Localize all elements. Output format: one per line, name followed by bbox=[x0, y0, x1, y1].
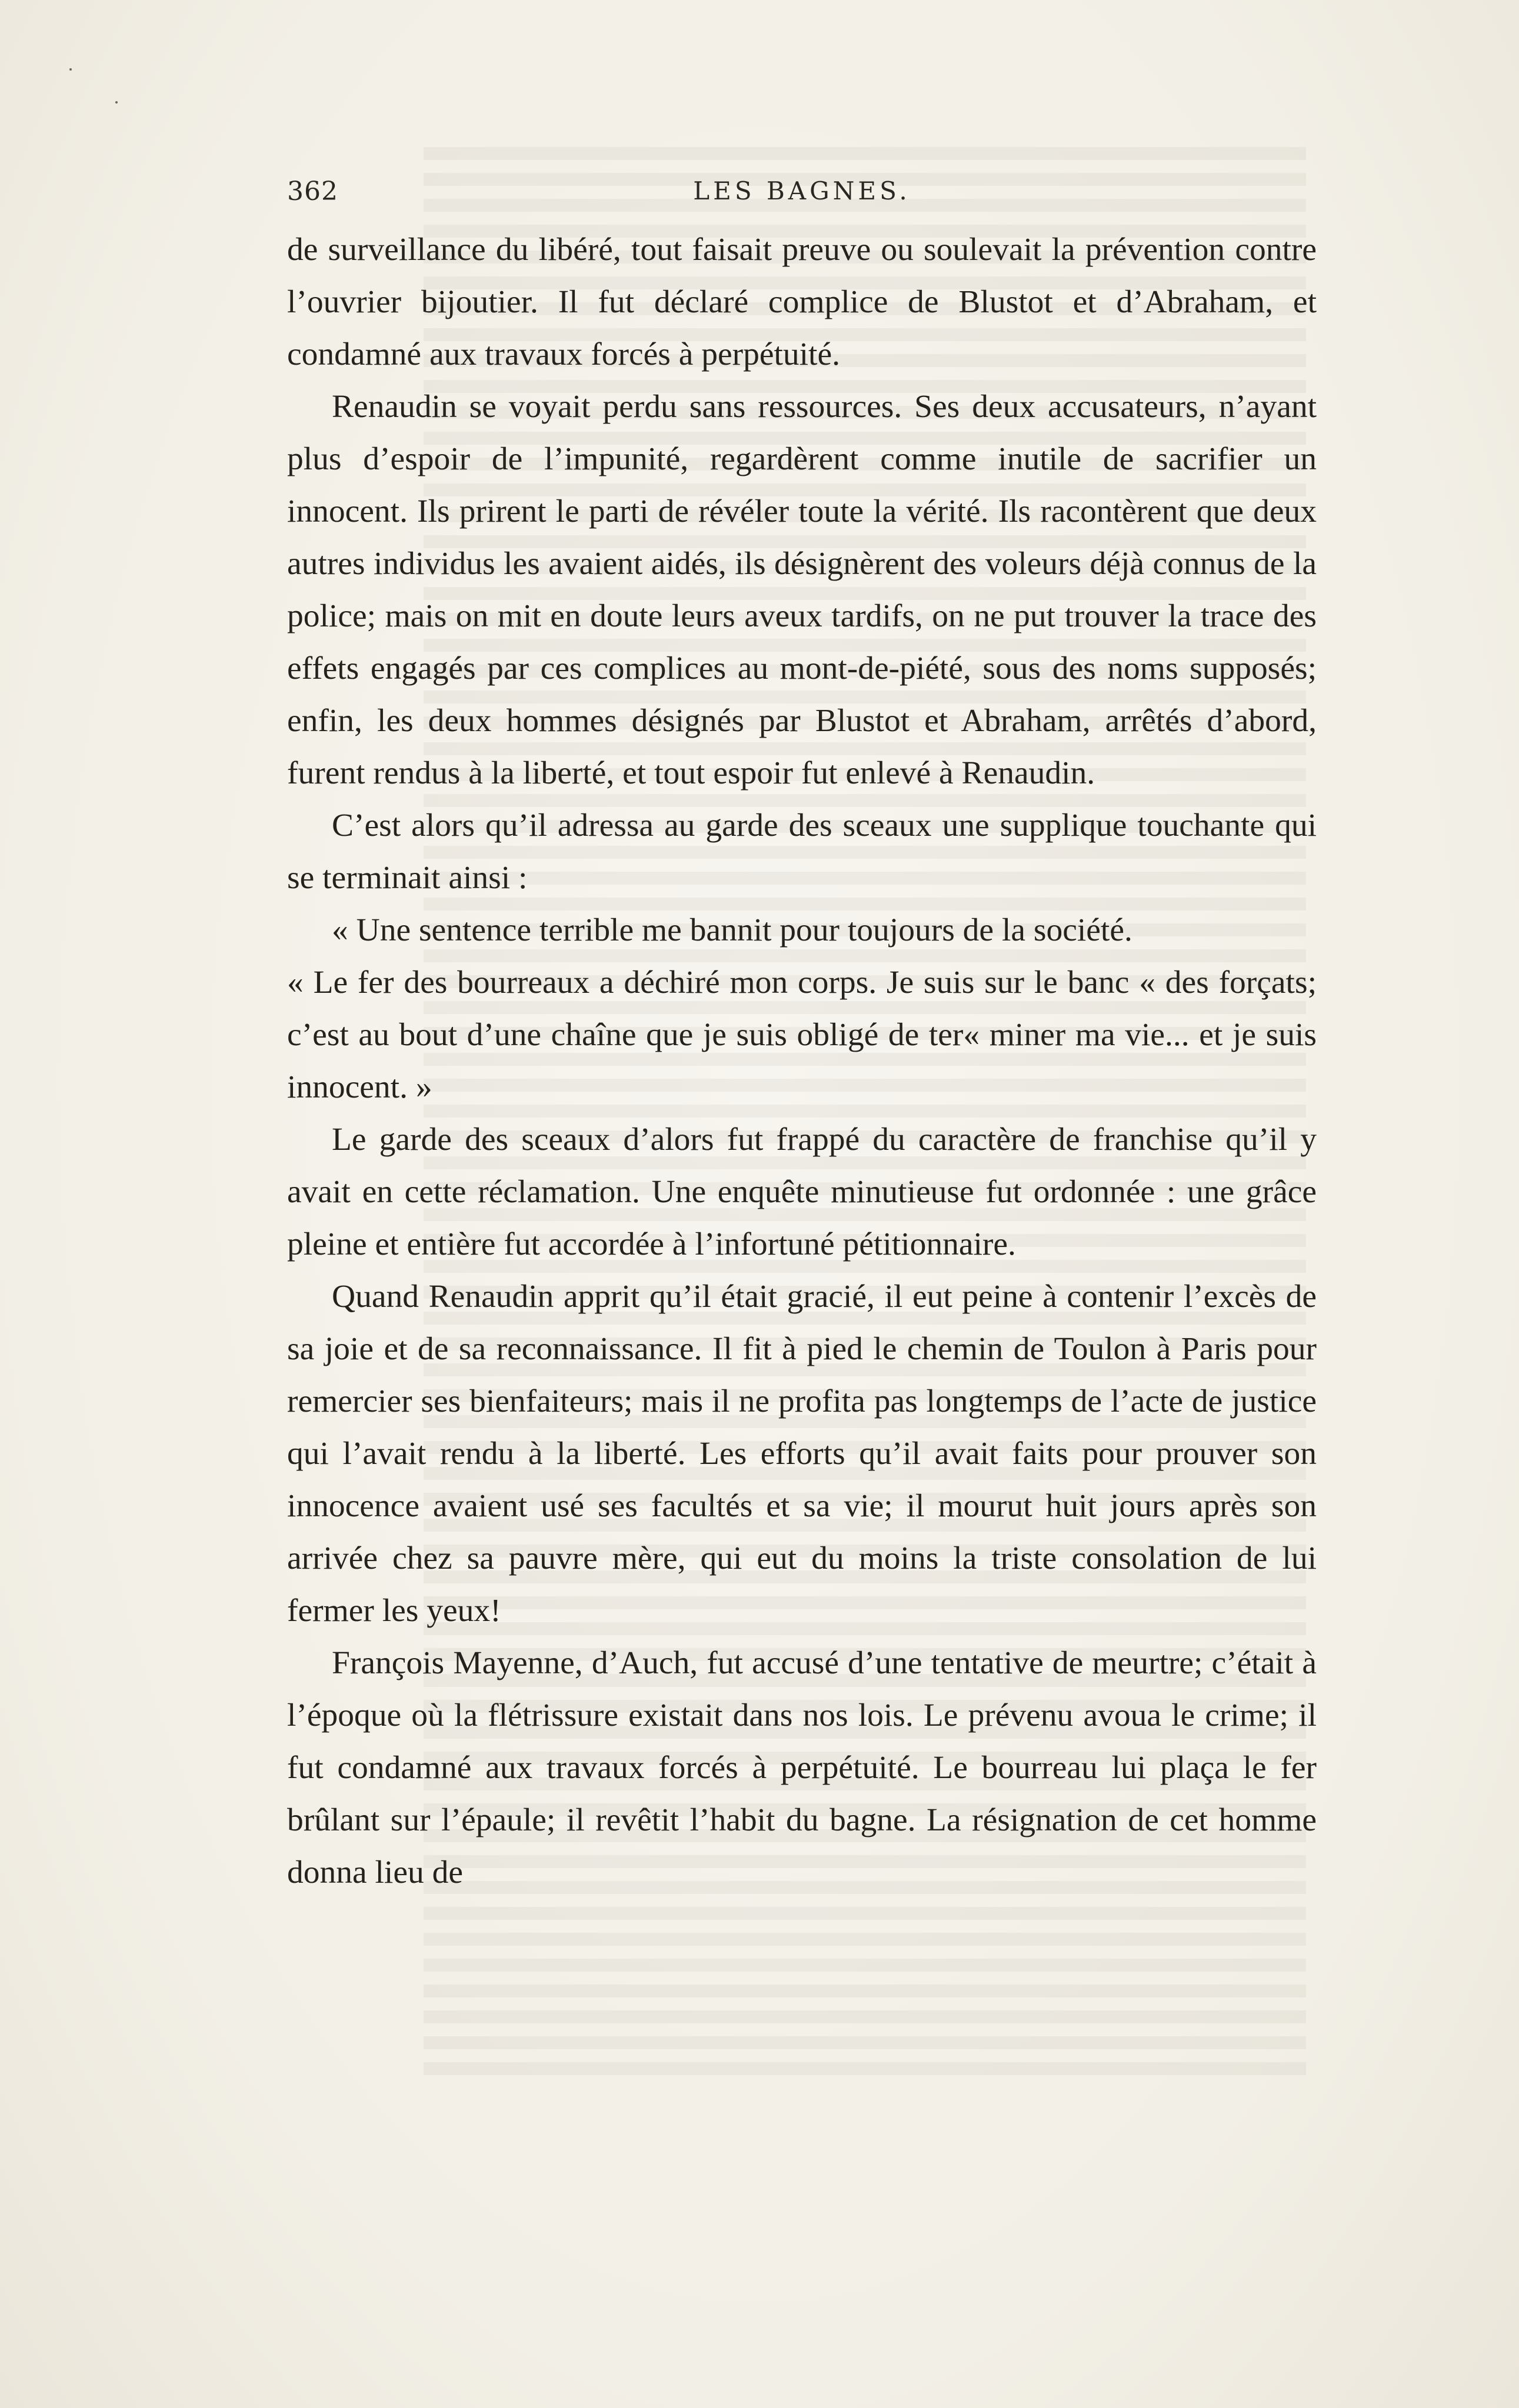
page-header bbox=[287, 176, 1317, 212]
page-number: 362 bbox=[287, 176, 338, 206]
paragraph: Quand Renaudin apprit qu’il était gracié, il eut peine à contenir l’excès de sa joie et de sa reconnaissance. Il fit à pied le chemin de Toulon à Paris pour remercier ses bienfaiteurs; mais il ne profita pas longtemps de l’acte de justice qui l’avait rendu à la liberté. Les efforts qu’il avait faits pour prouver son innocence avaient usé ses facultés et sa vie; il mourut huit jours après son arrivée chez sa pauvre mère, qui eut du moins la triste consolation de lui fermer les yeux! bbox=[287, 1279, 1317, 1629]
paragraph: François Mayenne, d’Auch, fut accusé d’une tentative de meurtre; c’était à l’époque où la flétrissure existait dans nos lois. Le prévenu avoua le crime; il fut condamné aux travaux forcés à perpétuité. Le bourreau lui plaça le fer brûlant sur l’épaule; il revêtit l’habit du bagne. La résignation de cet homme donna lieu de bbox=[287, 1645, 1317, 1890]
paragraph: C’est alors qu’il adressa au garde des sceaux une supplique touchante qui se terminait ainsi : bbox=[287, 808, 1317, 896]
paragraph: Renaudin se voyait perdu sans ressources. Ses deux accusateurs, n’ayant plus d’espoir de l’impunité, regardèrent comme inutile de sacrifier un innocent. Ils prirent le parti de révéler toute la vérité. Ils racontèrent que deux autres individus les avaient aidés, ils désignèrent des voleurs déjà connus de la police; mais on mit en doute leurs aveux tardifs, on ne put trouver la trace des effets engagés par ces complices au mont-de-piété, sous des noms supposés; enfin, les deux hommes désignés par Blustot et Abraham, arrêtés d’abord, furent rendus à la liberté, et tout espoir fut enlevé à Renaudin. bbox=[287, 389, 1317, 791]
quote-paragraph: « Le fer des bourreaux a déchiré mon corps. Je suis sur le banc « des forçats; c’est au bout d’une chaîne que je suis obligé de ter« miner ma vie... et je suis innocent. » bbox=[287, 965, 1317, 1105]
quote-line: « Une sentence terrible me bannit pour toujours de la société. bbox=[332, 912, 1132, 948]
body-text bbox=[287, 224, 1317, 1899]
paper-speck bbox=[69, 68, 72, 71]
running-head: LES BAGNES. bbox=[693, 176, 911, 205]
paper-speck bbox=[115, 101, 118, 104]
paragraph: Le garde des sceaux d’alors fut frappé du caractère de franchise qu’il y avait en cette réclamation. Une enquête minutieuse fut ordonnée : une grâce pleine et entière fut accordée à l’infortuné pétitionnaire. bbox=[287, 1122, 1317, 1262]
paragraph: de surveillance du libéré, tout faisait preuve ou soulevait la prévention contre l’ouvrier bijoutier. Il fut déclaré complice de Blustot et d’Abraham, et condamné aux travaux forcés à perpétuité. bbox=[287, 232, 1317, 372]
